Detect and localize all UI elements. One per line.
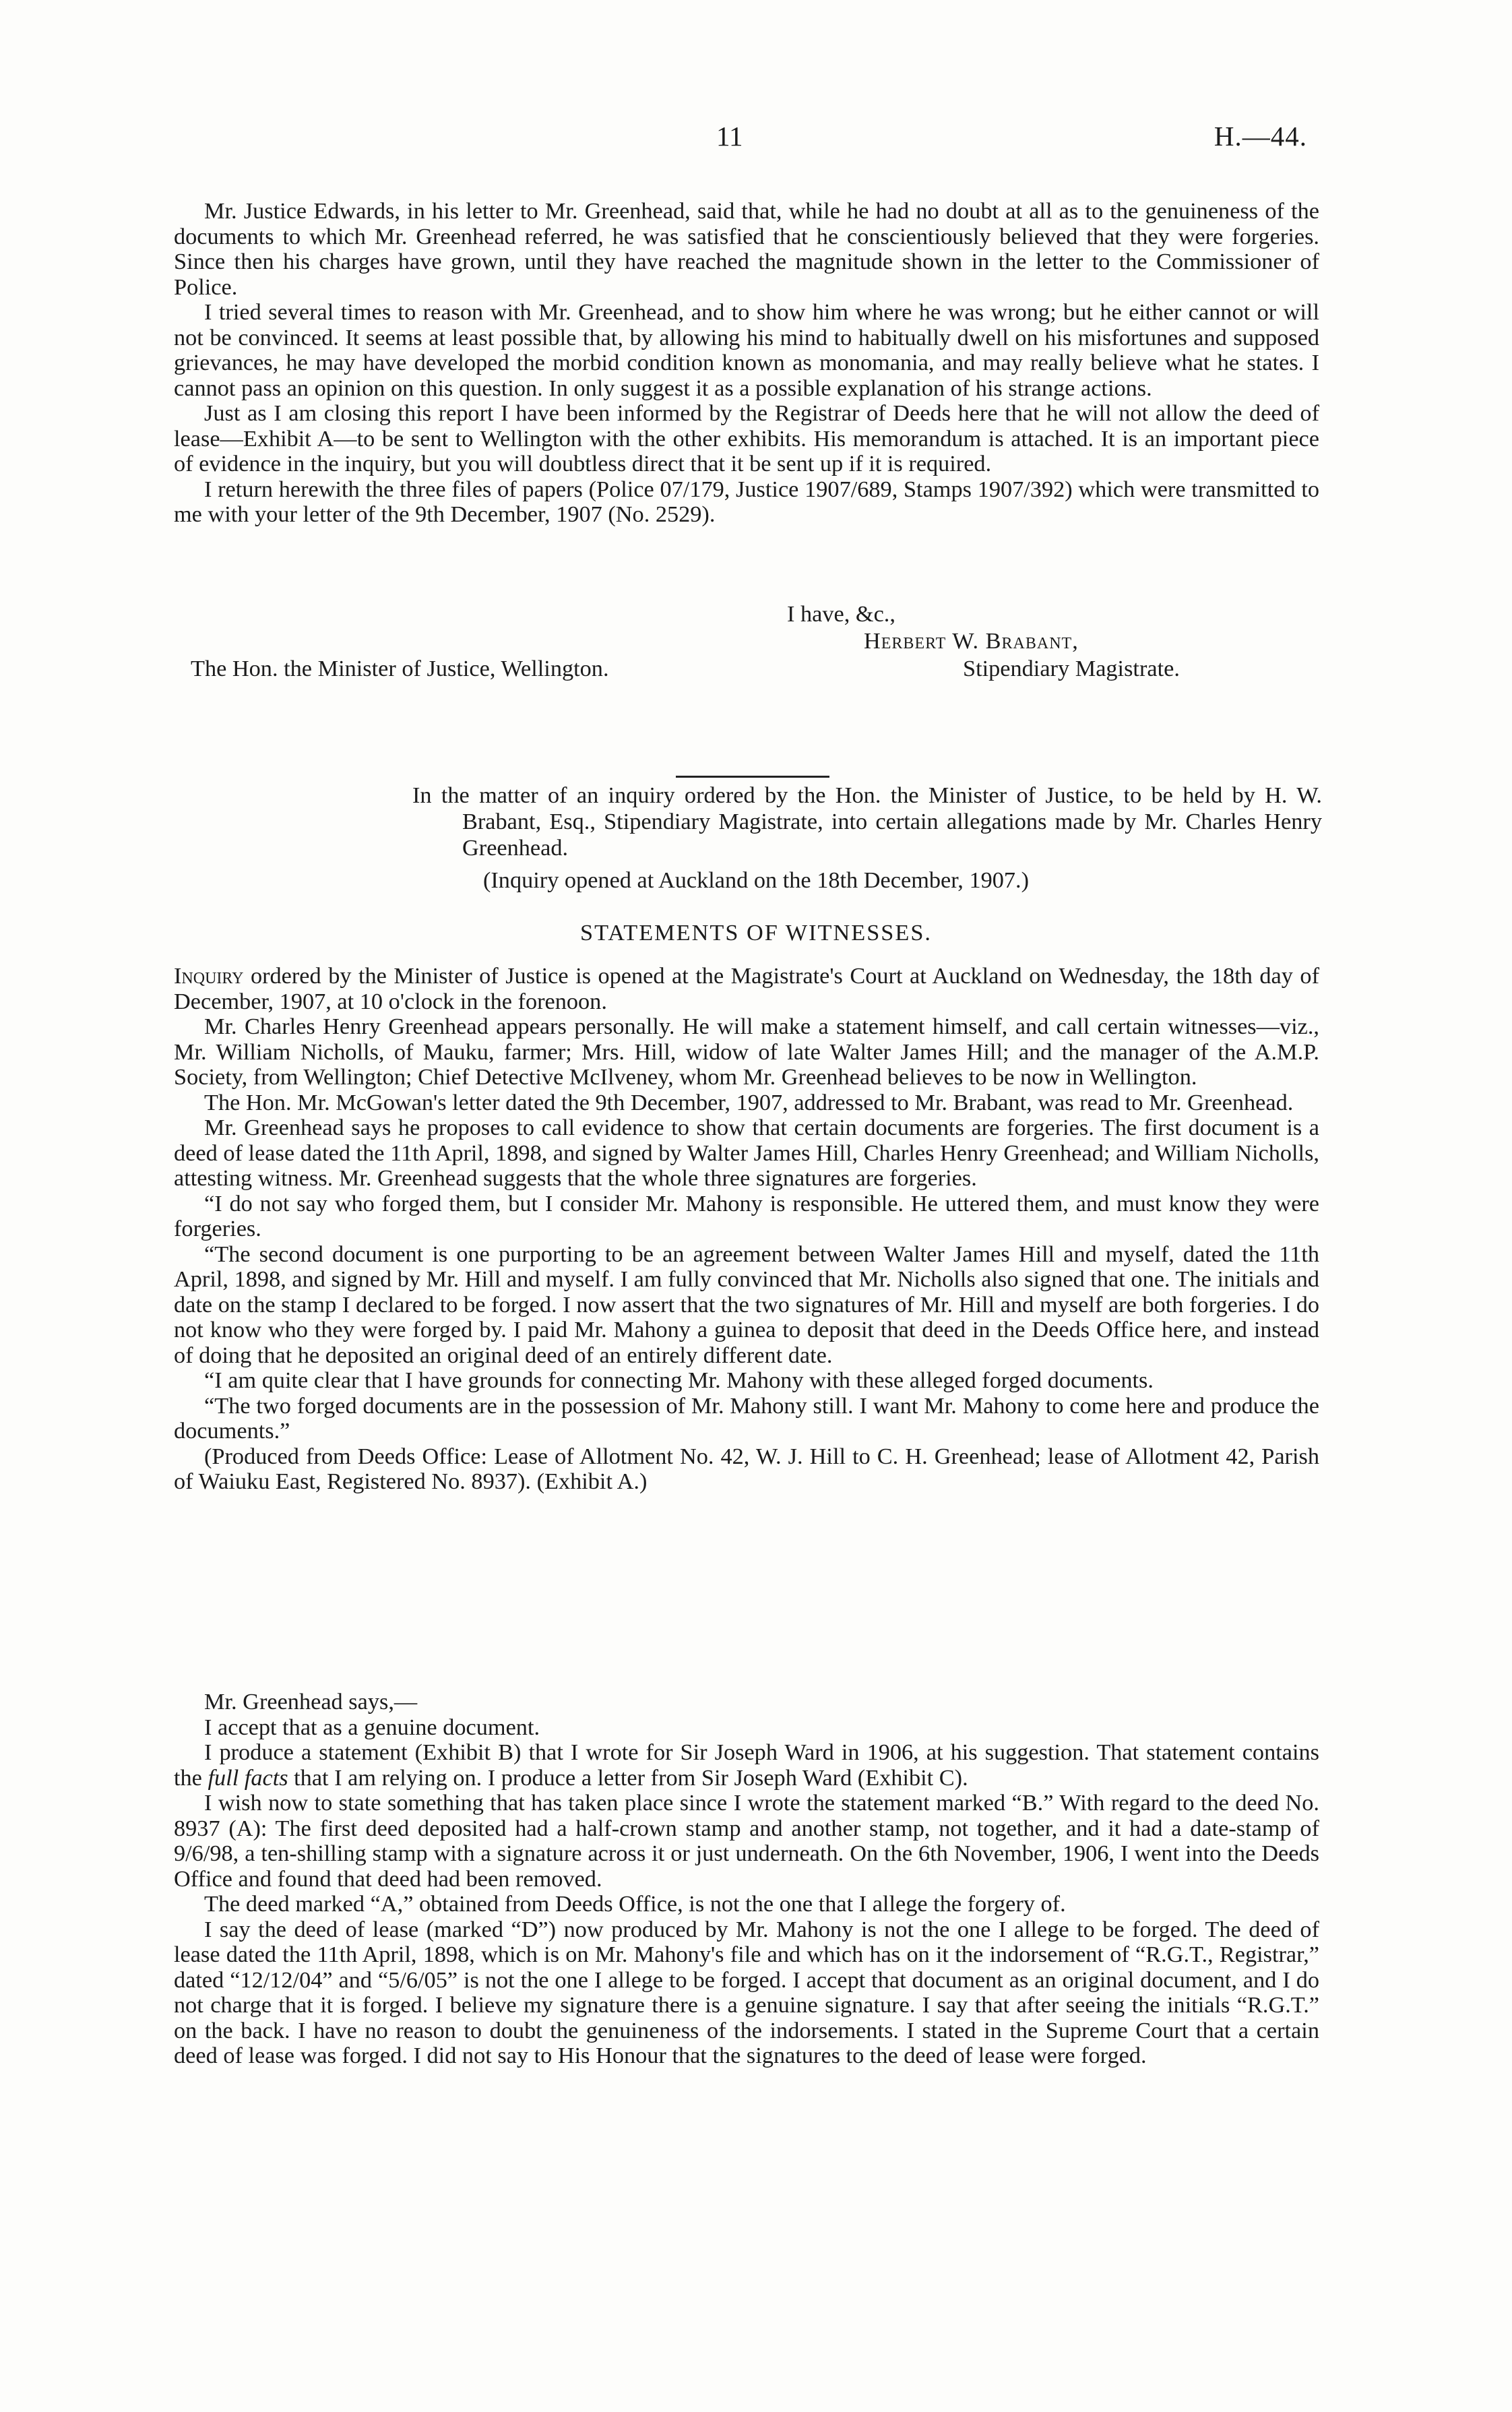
letter-paragraph: Mr. Justice Edwards, in his letter to Mr. Greenhead, said that, while he had no doubt at all as to the genuineness of the documents to which Mr. Greenhead referred, he was satisfied that he conscientiously believed that they were forgeries. Since then his charges have grown, until they have reached the magnitude shown in the letter to the Commissioner of Police. — [174, 198, 1319, 300]
opening-text: ordered by the Minister of Justice is opened at the Magistrate's Court at Auckland on Wednesday, the 18th day of December, 1907, at 10 o'clock in the forenoon. — [174, 963, 1319, 1014]
testimony-intro: Mr. Greenhead says,— — [204, 1689, 418, 1714]
statement-paragraph: Mr. Charles Henry Greenhead appears personally. He will make a statement himself, and call certain witnesses—viz., Mr. William Nicholls, of Mauku, farmer; Mrs. Hill, widow of late Walter James Hill; and the manager of the A.M.P. Society, from Wellington; Chief Detective McIlveney, whom Mr. Greenhead believes to be now in Wellington. — [174, 1014, 1319, 1090]
page-number: 11 — [716, 121, 743, 152]
testimony-paragraph: The deed marked “A,” obtained from Deeds Office, is not the one that I allege the forgery of. — [204, 1891, 1066, 1917]
statements-heading: STATEMENTS OF WITNESSES. — [580, 920, 932, 946]
statements-opening-paragraph — [174, 964, 1319, 1014]
inquiry-opened-note: (Inquiry opened at Auckland on the 18th December, 1907.) — [482, 867, 1030, 893]
lead-word: Inquiry — [174, 963, 244, 989]
statement-paragraph: “The two forged documents are in the possession of Mr. Mahony still. I want Mr. Mahony to come here and produce the documents.” — [174, 1392, 1319, 1444]
letter-addressee: The Hon. the Minister of Justice, Wellington. — [191, 656, 609, 681]
page-header — [0, 120, 1512, 160]
statement-paragraph: Mr. Greenhead says he proposes to call evidence to show that certain documents are forgeries. The first document is a deed of lease dated the 11th April, 1898, and signed by Walter James Hill, Charles Henry Greenhead; and William Nicholls, attesting witness. Mr. Greenhead suggests that the whole three signatures are forgeries. — [174, 1115, 1319, 1191]
inquiry-caption-text: In the matter of an inquiry ordered by the Hon. the Minister of Justice, to be held by H. W. Brabant, Esq., Stipendiary Magistrate, into certain allegations made by Mr. Charles Henry Greenhead. — [412, 782, 1322, 861]
letter-signatory: Herbert W. Brabant, — [864, 628, 1079, 654]
statements-body — [174, 964, 1319, 1495]
statement-paragraph: The Hon. Mr. McGowan's letter dated the 9th December, 1907, addressed to Mr. Brabant, was read to Mr. Greenhead. — [204, 1089, 1294, 1115]
testimony-paragraph: I wish now to state something that has taken place since I wrote the statement marked “B.” With regard to the deed No. 8937 (A): The first deed deposited had a half-crown stamp and another stamp, not together, and it had a date-stamp of 9/6/98, a ten-shilling stamp with a signature across it or just underneath. On the 6th November, 1906, I went into the Deeds Office and found that deed had been removed. — [174, 1790, 1319, 1892]
statement-paragraph: (Produced from Deeds Office: Lease of Allotment No. 42, W. J. Hill to C. H. Greenhead; lease of Allotment 42, Parish of Waiuku East, Registered No. 8937). (Exhibit A.) — [174, 1443, 1319, 1494]
testimony-paragraph — [174, 1740, 1319, 1791]
report-letter-body — [174, 199, 1319, 528]
document-reference: H.—44. — [1214, 121, 1307, 152]
testimony-paragraph: I accept that as a genuine document. — [204, 1714, 540, 1740]
statement-paragraph: “I am quite clear that I have grounds for connecting Mr. Mahony with these alleged forged documents. — [204, 1367, 1154, 1393]
signatory-title: Stipendiary Magistrate. — [963, 656, 1180, 681]
statement-paragraph: “The second document is one purporting to be an agreement between Walter James Hill and myself, dated the 11th April, 1898, and signed by Mr. Hill and myself. I am fully convinced that Mr. Nicholls also signed that one. The initials and date on the stamp I declared to be forged. I now assert that the two signatures of Mr. Hill and myself are both forgeries. I do not know who they were forged by. I paid Mr. Mahony a guinea to deposit that deed in the Deeds Office here, and instead of doing that he deposited an original deed of an entirely different date. — [174, 1241, 1319, 1368]
letter-paragraph: Just as I am closing this report I have been informed by the Registrar of Deeds here that he will not allow the deed of lease—Exhibit A—to be sent to Wellington with the other exhibits. His memorandum is attached. It is an important piece of evidence in the inquiry, but you will doubtless direct that it be sent up if it is required. — [174, 400, 1319, 476]
statement-paragraph: “I do not say who forged them, but I consider Mr. Mahony is responsible. He uttered them, and must know they were forgeries. — [174, 1190, 1319, 1241]
testimony-text: that I am relying on. I produce a letter from Sir Joseph Ward (Exhibit C). — [288, 1764, 968, 1791]
emphasis-text: full facts — [208, 1764, 288, 1791]
section-divider — [676, 776, 829, 778]
letter-paragraph: I return herewith the three files of papers (Police 07/179, Justice 1907/689, Stamps 1907/392) which were transmitted to me with your letter of the 9th December, 1907 (No. 2529). — [174, 476, 1319, 527]
testimony-body — [174, 1690, 1319, 2069]
testimony-text: I produce a statement (Exhibit B) that I wrote for Sir Joseph Ward in 1906, at his suggestion. That statement contains the — [174, 1739, 1319, 1791]
testimony-paragraph: I say the deed of lease (marked “D”) now produced by Mr. Mahony is not the one I allege to be forged. The deed of lease dated the 11th April, 1898, which is on Mr. Mahony's file and which has on it the indorsement of “R.G.T., Registrar,” dated “12/12/04” and “5/6/05” is not the one I allege to be forged. I accept that document as an original document, and I do not charge that it is forged. I believe my signature there is a genuine signature. I say that after seeing the initials “R.G.T.” on the back. I have no reason to doubt the genuineness of the indorsements. I stated in the Supreme Court that a certain deed of lease was forged. I did not say to His Honour that the signatures to the deed of lease were forged. — [174, 1916, 1319, 2068]
letter-paragraph: I tried several times to reason with Mr. Greenhead, and to show him where he was wrong; but he either cannot or will not be convinced. It seems at least possible that, by allowing his mind to habitually dwell on his misfortunes and supposed grievances, he may have developed the morbid condition known as monomania, and may really believe what he states. I cannot pass an opinion on this question. In only suggest it as a possible explanation of his strange actions. — [174, 299, 1319, 401]
inquiry-caption — [412, 782, 1322, 861]
letter-salutation: I have, &c., — [787, 601, 895, 627]
